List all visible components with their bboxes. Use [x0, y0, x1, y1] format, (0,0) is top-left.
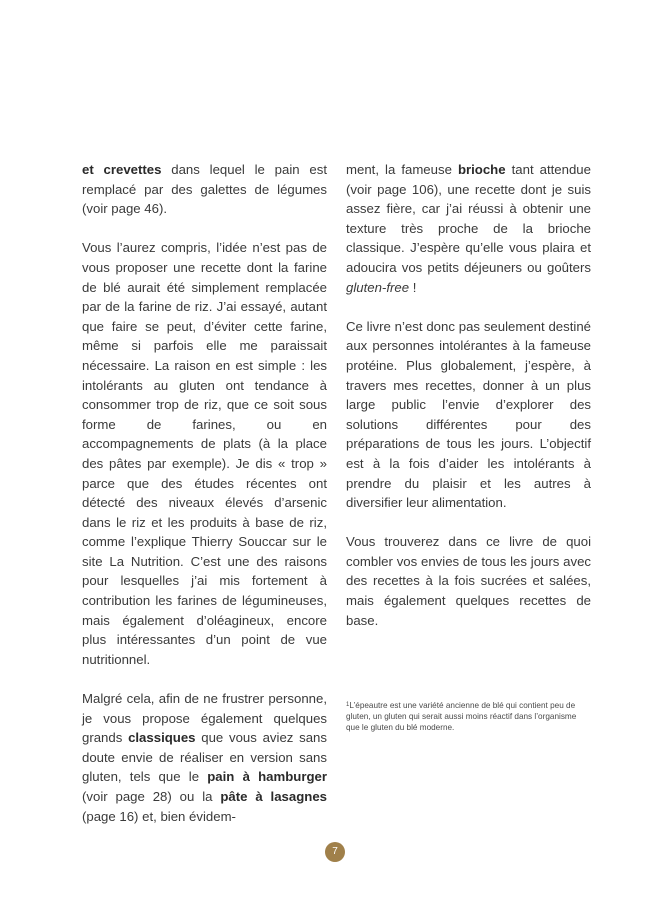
italic-phrase: gluten-free	[346, 279, 410, 295]
text-run: !	[409, 279, 417, 295]
right-paragraph-2: Ce livre n’est donc pas seulement destiné aux personnes intolérantes à la fameuse protéine. Plus globalement, j’espère, à travers mes recettes, donner à un plus large public l’envie d’explorer des solutions différentes pour des préparations de tous les jours. L’objectif est à la fois d’aider les intolérants à prendre du plaisir et les autres à diversifier leur alimentation.	[346, 318, 591, 511]
page-number-badge: 7	[325, 842, 345, 862]
left-paragraph-1	[82, 160, 327, 219]
text-run: que vous aviez sans doute envie de réaliser en version sans gluten, tels que le	[82, 730, 327, 785]
right-paragraph-3: Vous trouverez dans ce livre de quoi combler vos envies de tous les jours avec des recettes à la fois sucrées et salées, mais également quelques recettes de base.	[346, 534, 591, 628]
left-column	[82, 160, 327, 826]
text-run: ment, la fameuse	[346, 162, 458, 177]
footnote-text: L’épeautre est une variété ancienne de blé qui contient peu de gluten, un gluten qui serait aussi moins réactif dans l’organisme que le gluten du blé moderne.	[346, 701, 577, 733]
text-run: (page 16) et, bien évidem-	[82, 808, 236, 824]
right-column	[346, 160, 591, 630]
right-paragraph-1	[346, 160, 591, 297]
text-run: Malgré cela, afin de ne frustrer personne, je vous propose également quelques grands	[82, 691, 327, 746]
footnote	[346, 700, 591, 734]
bold-phrase: et crevettes	[82, 162, 162, 177]
text-run: dans lequel le pain est remplacé par des galettes de légumes (voir page 46).	[82, 162, 328, 217]
bold-phrase: classiques	[128, 730, 196, 746]
bold-phrase: brioche	[457, 162, 506, 177]
bold-phrase: pain à hamburger	[207, 769, 328, 785]
text-run: tant attendue (voir page 106), une recette dont je suis assez fière, car j’ai réussi à obtenir une texture très proche de la brioche classique. J’espère qu’elle vous plaira et adoucira vos petits déjeuners ou goûters	[346, 162, 591, 275]
footnote-marker: 1	[346, 702, 350, 708]
left-paragraph-3	[82, 689, 327, 826]
left-paragraph-2: Vous l’aurez compris, l’idée n’est pas de vous proposer une recette dont la farine de blé aurait été simplement remplacée par de la farine de riz. J’ai essayé, autant que faire se peut, d’éviter cette farine, même si parfois elle me paraissait nécessaire. La raison en est simple : les intolérants au gluten ont tendance à consommer trop de riz, que ce soit sous forme de farines, ou en accompagnements de plats (à la place des pâtes par exemple). Je dis « trop » parce que des études récentes ont détecté des niveaux élevés d’arsenic dans le riz et les produits à base de riz, comme l’explique Thierry Souccar sur le site La Nutrition. C’est une des raisons pour lesquelles j’ai mis fortement à contribution les farines de légumineuses, mais également d’oléagineux, encore plus intéressantes d’un point de vue nutritionnel.	[82, 240, 327, 667]
text-run: (voir page 28) ou la	[82, 789, 221, 804]
bold-phrase: pâte à lasagnes	[220, 789, 327, 804]
